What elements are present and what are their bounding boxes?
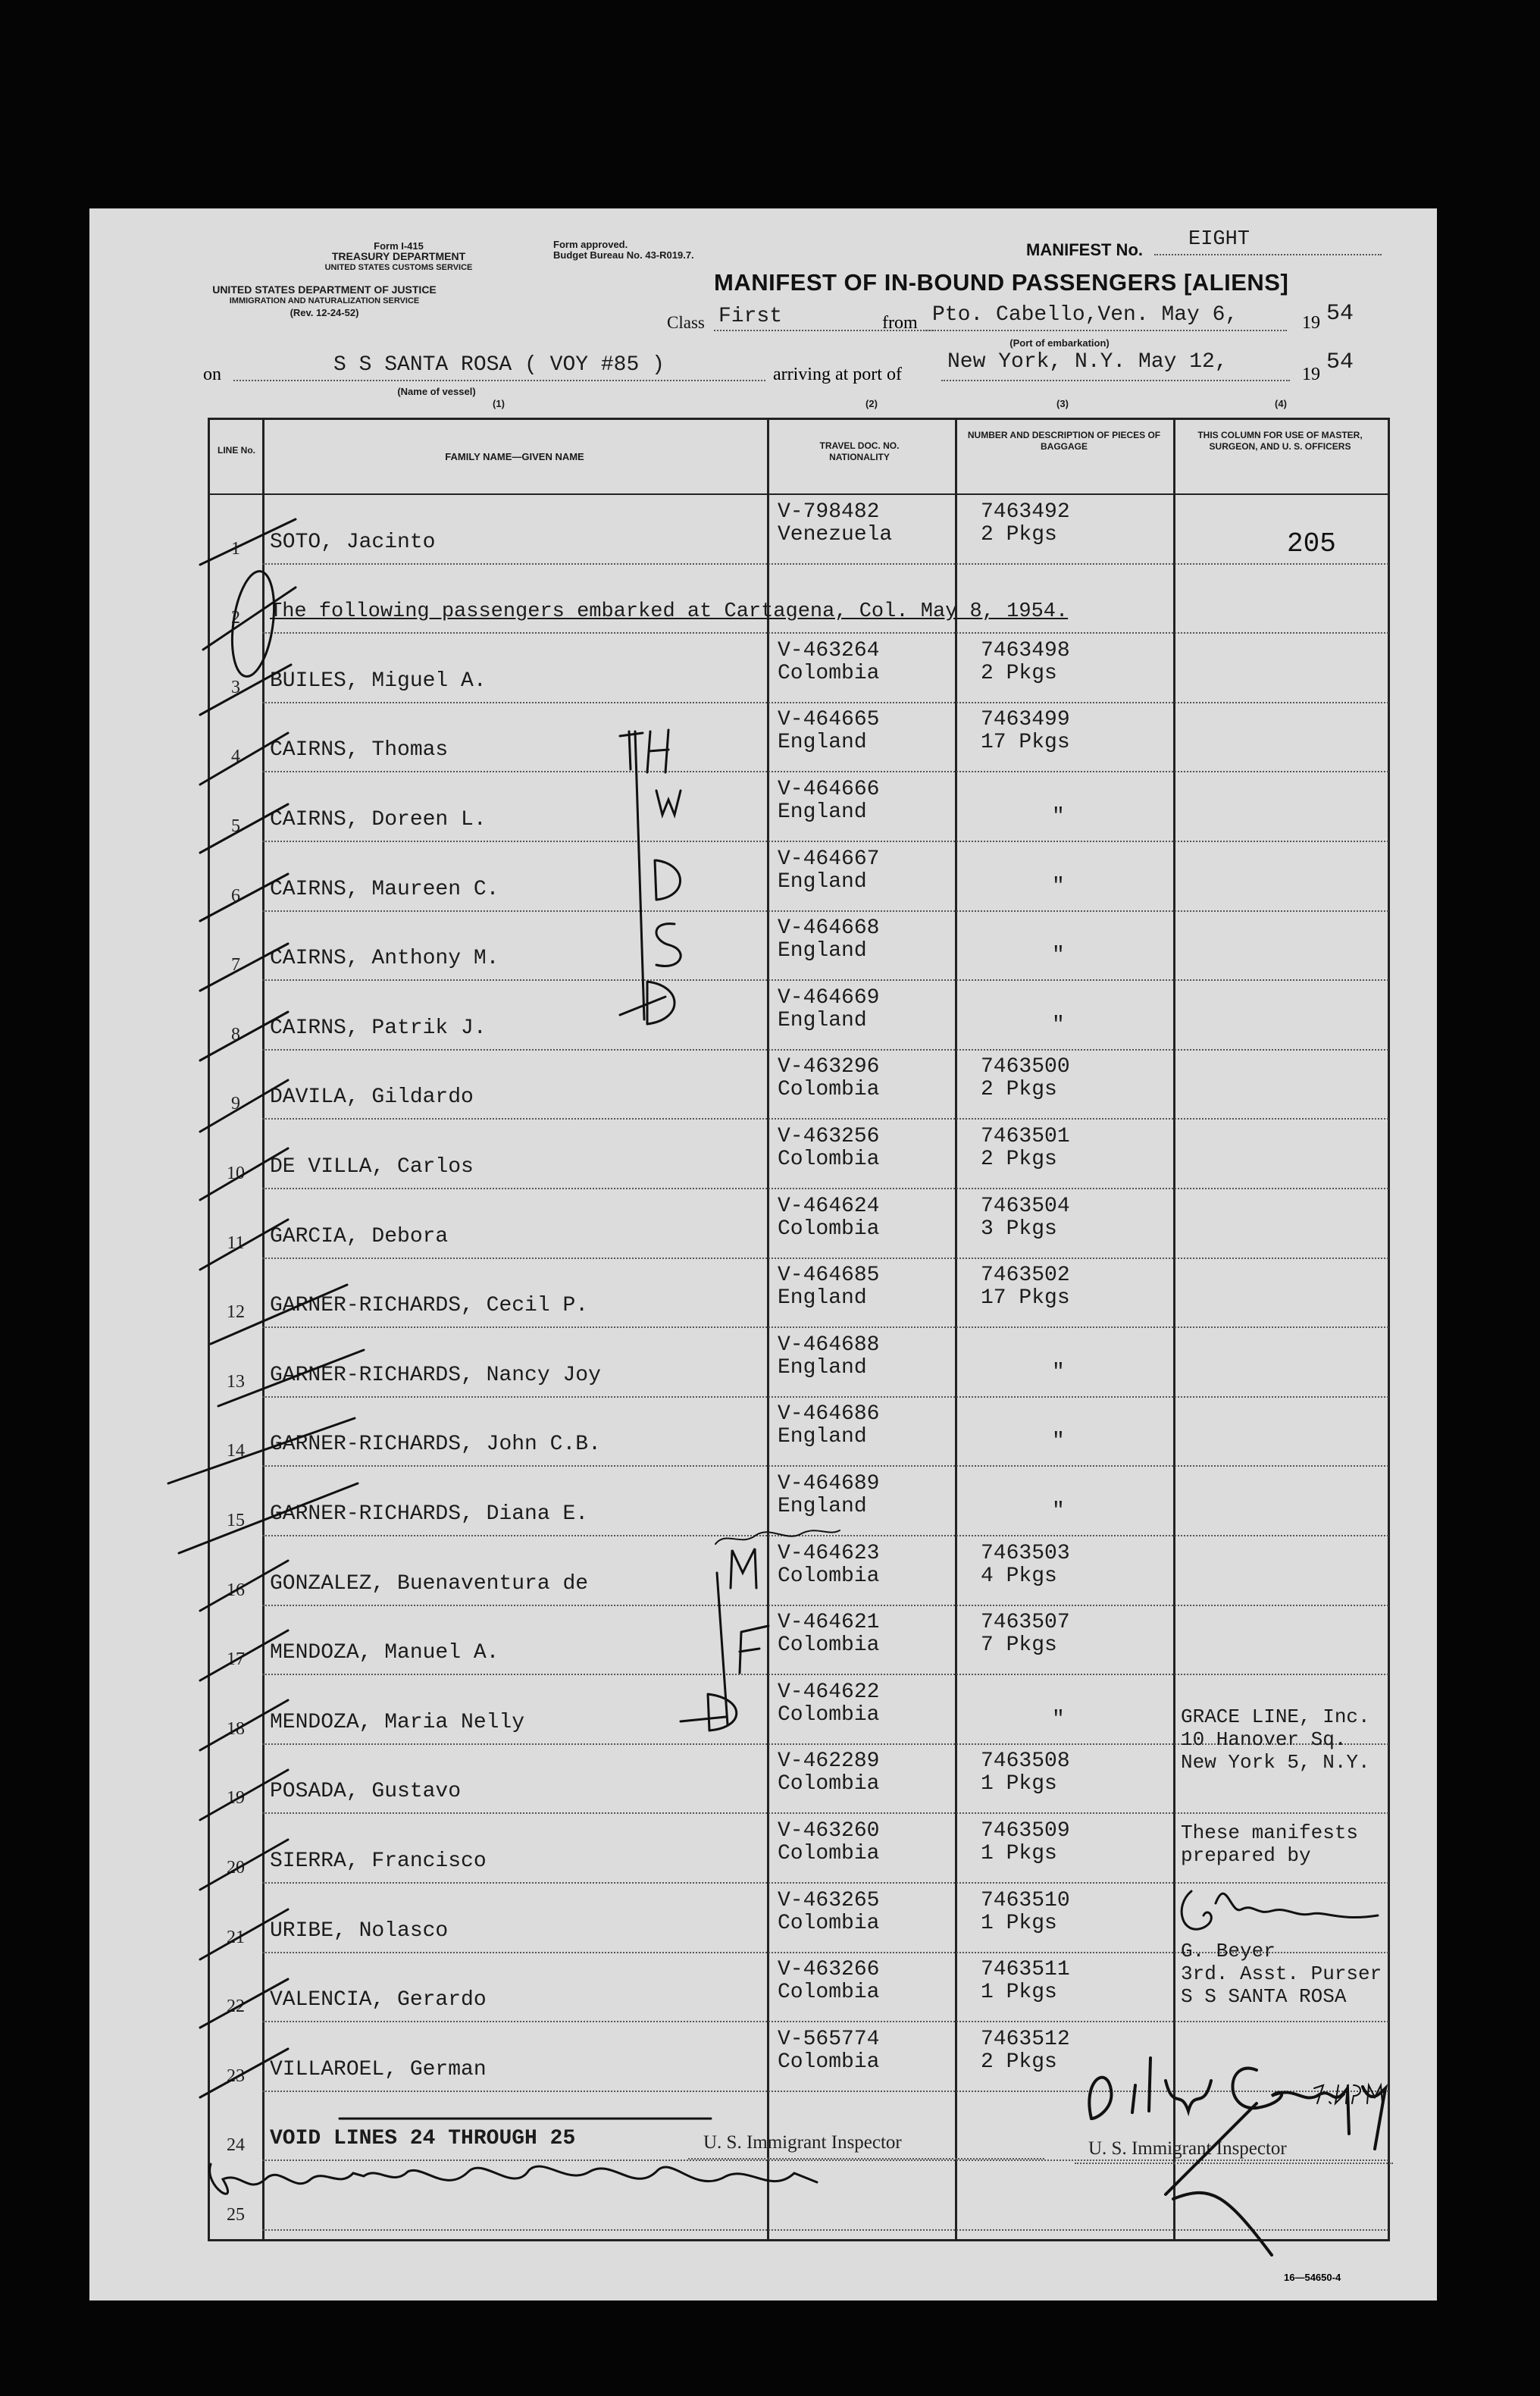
treasury-dept: TREASURY DEPARTMENT (331, 250, 466, 262)
baggage-pieces: 17 Pkgs (981, 1286, 1070, 1311)
officer-count: 205 (1287, 528, 1336, 559)
travel-doc-no: V-463296 (778, 1055, 880, 1079)
line-number: 21 (227, 1927, 245, 1947)
passenger-name: GONZALEZ, Buenaventura de (270, 1571, 589, 1596)
line-number: 18 (227, 1718, 245, 1739)
manifest-sheet (89, 208, 1437, 2300)
travel-doc-no: V-464624 (778, 1194, 880, 1218)
baggage-number: " (1052, 804, 1065, 828)
class-label: Class (667, 313, 705, 332)
travel-doc-no: V-464623 (778, 1541, 880, 1565)
nationality: Colombia (778, 2050, 880, 2074)
passenger-name: GARNER-RICHARDS, John C.B. (270, 1433, 601, 1457)
line-number: 20 (227, 1857, 245, 1878)
line-number: 15 (227, 1510, 245, 1530)
nationality: Colombia (778, 1772, 880, 1796)
arriving-label: arriving at port of (773, 365, 902, 384)
manifest-title: MANIFEST OF IN-BOUND PASSENGERS [ALIENS] (714, 269, 1289, 296)
baggage-pieces: 2 Pkgs (981, 522, 1057, 547)
baggage-pieces: 2 Pkgs (981, 1147, 1057, 1171)
travel-doc-no: V-464666 (778, 777, 880, 801)
passenger-name: CAIRNS, Thomas (270, 738, 449, 763)
nationality: England (778, 939, 867, 963)
travel-doc-no: V-798482 (778, 500, 880, 524)
baggage-pieces: 17 Pkgs (981, 731, 1070, 755)
tick-mark (200, 1770, 288, 1820)
nationality: Colombia (778, 1564, 880, 1588)
line-number: 11 (227, 1232, 245, 1253)
line-number: 9 (231, 1094, 240, 1114)
line-number: 8 (231, 1024, 240, 1045)
tick-mark (203, 587, 296, 650)
col-number-4: (4) (1275, 398, 1287, 409)
cairns-initial-w (656, 791, 681, 815)
tick-mark (200, 1012, 288, 1060)
baggage-number: " (1052, 874, 1065, 898)
baggage-number: 7463499 (981, 708, 1070, 732)
nationality: England (778, 869, 867, 894)
cairns-initial-d2 (620, 982, 675, 1024)
nationality: Colombia (778, 661, 880, 685)
tick-mark (200, 519, 296, 565)
passenger-name: The following passengers embarked at Cartagena, Col. May 8, 1954. (270, 600, 1069, 624)
mendoza-initial-f (740, 1626, 768, 1673)
ins-service: IMMIGRATION AND NATURALIZATION SERVICE (229, 296, 420, 305)
on-label: on (203, 365, 221, 384)
passenger-name: VILLAROEL, German (270, 2057, 487, 2081)
from-value: Pto. Cabello,Ven. May 6, (932, 303, 1238, 327)
baggage-number: " (1052, 944, 1065, 968)
header-baggage: NUMBER AND DESCRIPTION OF PIECES OF BAGGAGE (967, 430, 1161, 452)
arrival-value: New York, N.Y. May 12, (947, 350, 1228, 374)
travel-doc-no: V-464668 (778, 916, 880, 941)
mendoza-initial-m (731, 1549, 756, 1588)
travel-doc-no: V-463256 (778, 1124, 880, 1148)
passenger-name: MENDOZA, Maria Nelly (270, 1710, 525, 1734)
baggage-number: " (1052, 1499, 1065, 1523)
nationality: Colombia (778, 1981, 880, 2005)
tick-mark (200, 733, 288, 785)
baggage-number: 7463510 (981, 1888, 1070, 1912)
tick-mark (200, 1220, 288, 1270)
baggage-number: 7463509 (981, 1818, 1070, 1843)
nationality: England (778, 1425, 867, 1449)
baggage-pieces: 4 Pkgs (981, 1564, 1057, 1588)
class-value: First (718, 305, 783, 328)
baggage-number: " (1052, 1707, 1065, 1731)
travel-doc-no: V-462289 (778, 1749, 880, 1774)
tick-mark (200, 1979, 288, 2028)
cairns-initial-s (656, 924, 681, 966)
from-label: from (882, 313, 918, 333)
baggage-number: 7463504 (981, 1194, 1070, 1218)
tick-mark (200, 2049, 288, 2097)
tick-mark (200, 1840, 288, 1890)
col-number-1: (1) (493, 398, 505, 409)
passenger-name: CAIRNS, Anthony M. (270, 947, 499, 971)
cairns-initial-d1 (655, 860, 681, 900)
vessel-name-label: (Name of vessel) (397, 386, 476, 397)
nationality: Colombia (778, 1217, 880, 1241)
inspector-signature (1089, 2058, 1385, 2149)
baggage-pieces: 1 Pkgs (981, 1911, 1057, 1935)
line-number: 13 (227, 1371, 245, 1392)
baggage-number: 7463500 (981, 1055, 1070, 1079)
year-prefix-1: 19 (1302, 313, 1320, 333)
tick-mark (200, 1700, 288, 1750)
nationality: England (778, 731, 867, 755)
nationality: Colombia (778, 1147, 880, 1171)
tick-mark (200, 1909, 288, 1959)
beyer-signature (1182, 1891, 1378, 1929)
passenger-name: VOID LINES 24 THROUGH 25 (270, 2127, 576, 2151)
passenger-name: CAIRNS, Maureen C. (270, 877, 499, 901)
travel-doc-no: V-463264 (778, 638, 880, 662)
tick-mark (200, 1148, 288, 1200)
baggage-pieces: 2 Pkgs (981, 661, 1057, 685)
header-travel-doc: TRAVEL DOC. NO. NATIONALITY (819, 440, 900, 462)
passenger-name: BUILES, Miguel A. (270, 669, 487, 693)
line-number: 22 (227, 1997, 245, 2017)
travel-doc-no: V-464669 (778, 985, 880, 1010)
travel-doc-no: V-464689 (778, 1471, 880, 1496)
line-number: 23 (227, 2066, 245, 2086)
travel-doc-no: V-463265 (778, 1888, 880, 1912)
tick-mark (200, 804, 288, 853)
inspector-label-2: U. S. Immigrant Inspector (1088, 2138, 1287, 2159)
baggage-number: 7463498 (981, 638, 1070, 662)
header-officers: THIS COLUMN FOR USE OF MASTER, SURGEON, AND U. S. OFFICERS (1197, 430, 1363, 452)
travel-doc-no: V-464685 (778, 1264, 880, 1288)
form-approved: Form approved. (553, 239, 628, 250)
nationality: Colombia (778, 1702, 880, 1727)
nationality: England (778, 1286, 867, 1311)
line-2-circle (227, 568, 280, 679)
travel-doc-no: V-464688 (778, 1333, 880, 1357)
tick-mark (211, 1285, 347, 1344)
travel-doc-no: V-464621 (778, 1611, 880, 1635)
passenger-name: GARCIA, Debora (270, 1224, 449, 1248)
tick-mark (168, 1418, 355, 1483)
budget-bureau: Budget Bureau No. 43-R019.7. (553, 249, 694, 261)
nationality: England (778, 1008, 867, 1032)
inspector-label-1: U. S. Immigrant Inspector (703, 2132, 902, 2153)
line-number: 2 (231, 608, 240, 628)
nationality: England (778, 1494, 867, 1518)
passenger-name: CAIRNS, Patrik J. (270, 1016, 487, 1040)
nationality: Colombia (778, 1633, 880, 1658)
baggage-pieces: 1 Pkgs (981, 1981, 1057, 2005)
travel-doc-no: V-464622 (778, 1680, 880, 1704)
line-number: 5 (231, 816, 240, 836)
baggage-pieces: 3 Pkgs (981, 1217, 1057, 1241)
baggage-number: " (1052, 1430, 1065, 1454)
line-number: 16 (227, 1580, 245, 1600)
signer-title-1: 3rd. Asst. Purser (1181, 1962, 1382, 1985)
passenger-name: GARNER-RICHARDS, Nancy Joy (270, 1363, 601, 1387)
passenger-name: VALENCIA, Gerardo (270, 1988, 487, 2012)
tick-mark (200, 1080, 288, 1132)
col-number-2: (2) (865, 398, 878, 409)
year-prefix-2: 19 (1302, 365, 1320, 384)
baggage-pieces: 2 Pkgs (981, 1078, 1057, 1102)
baggage-number: " (1052, 1360, 1065, 1384)
line-number: 24 (227, 2135, 245, 2156)
baggage-pieces: 1 Pkgs (981, 1772, 1057, 1796)
line-number: 14 (227, 1441, 245, 1461)
line-number: 17 (227, 1649, 245, 1670)
line-number: 19 (227, 1788, 245, 1809)
tick-mark (218, 1350, 364, 1406)
nationality: Colombia (778, 1841, 880, 1865)
year-2: 54 (1326, 349, 1354, 375)
line-number: 25 (227, 2204, 245, 2225)
baggage-number: 7463512 (981, 2027, 1070, 2051)
tick-mark (200, 874, 288, 921)
baggage-number: 7463502 (981, 1264, 1070, 1288)
form-revision: (Rev. 12-24-52) (290, 307, 359, 318)
line-number: 6 (231, 885, 240, 906)
cairns-bracket (635, 731, 644, 1019)
baggage-number: 7463507 (981, 1611, 1070, 1635)
signer-title-2: S S SANTA ROSA (1181, 1985, 1347, 2008)
travel-doc-no: V-463260 (778, 1818, 880, 1843)
mendoza-bracket (717, 1573, 728, 1724)
nationality: Venezuela (778, 522, 893, 547)
baggage-number: 7463503 (981, 1541, 1070, 1565)
baggage-pieces: 7 Pkgs (981, 1633, 1057, 1658)
vessel-name: S S SANTA ROSA ( VOY #85 ) (333, 353, 665, 377)
passenger-name: DE VILLA, Carlos (270, 1154, 474, 1179)
mendoza-initial-d (681, 1694, 737, 1730)
prepared-line-1: These manifests (1181, 1821, 1359, 1844)
travel-doc-no: V-565774 (778, 2027, 880, 2051)
signer-name: G. Beyer (1181, 1940, 1276, 1962)
passenger-name: SIERRA, Francisco (270, 1849, 487, 1873)
baggage-pieces: 2 Pkgs (981, 2050, 1057, 2074)
cairns-initial-th (620, 730, 668, 772)
manifest-no-label: MANIFEST No. (1026, 240, 1143, 259)
passenger-name: SOTO, Jacinto (270, 530, 436, 554)
col-number-3: (3) (1056, 398, 1069, 409)
nationality: England (778, 800, 867, 824)
passenger-name: CAIRNS, Doreen L. (270, 807, 487, 832)
manifest-no-value: EIGHT (1188, 228, 1250, 251)
passenger-name: GARNER-RICHARDS, Cecil P. (270, 1294, 589, 1318)
customs-service: UNITED STATES CUSTOMS SERVICE (324, 263, 473, 272)
passenger-name: GARNER-RICHARDS, Diana E. (270, 1502, 589, 1526)
tick-mark (200, 1561, 288, 1611)
tick-mark (200, 1630, 288, 1680)
form-number: Form I-415 (374, 240, 424, 252)
bottom-lines-note (210, 2164, 817, 2194)
line-number: 10 (227, 1163, 245, 1183)
inspector-flourish (1166, 2103, 1272, 2255)
baggage-number: 7463492 (981, 500, 1070, 524)
passenger-name: MENDOZA, Manuel A. (270, 1641, 499, 1665)
line-number: 1 (231, 538, 240, 559)
prepared-line-2: prepared by (1181, 1844, 1311, 1867)
passenger-name: POSADA, Gustavo (270, 1780, 462, 1804)
nationality: England (778, 1355, 867, 1380)
footer-code: 16—54650-4 (1284, 2272, 1341, 2283)
grace-line-3: New York 5, N.Y. (1181, 1751, 1370, 1774)
line-number: 3 (231, 677, 240, 697)
port-embark-label: (Port of embarkation) (1009, 337, 1110, 349)
travel-doc-no: V-464686 (778, 1402, 880, 1427)
baggage-number: " (1052, 1013, 1065, 1037)
grace-line-2: 10 Hanover Sq. (1181, 1728, 1347, 1751)
margin-scribble (715, 1530, 840, 1544)
year-1: 54 (1326, 301, 1354, 327)
baggage-pieces: 1 Pkgs (981, 1841, 1057, 1865)
handwritten-marks (89, 208, 1437, 2300)
line-number: 12 (227, 1302, 245, 1323)
nationality: Colombia (778, 1078, 880, 1102)
header-line-no: LINE No. (218, 445, 255, 456)
header-family-name: FAMILY NAME—GIVEN NAME (445, 451, 584, 462)
tick-mark (179, 1483, 358, 1553)
tick-mark (200, 944, 288, 991)
baggage-number: 7463501 (981, 1124, 1070, 1148)
travel-doc-no: V-464667 (778, 847, 880, 871)
passenger-name: DAVILA, Gildardo (270, 1085, 474, 1110)
baggage-number: 7463511 (981, 1958, 1070, 1982)
grace-line-1: GRACE LINE, Inc. (1181, 1705, 1370, 1728)
line-number: 4 (231, 747, 240, 767)
travel-doc-no: V-463266 (778, 1958, 880, 1982)
travel-doc-no: V-464665 (778, 708, 880, 732)
line-number: 7 (231, 955, 240, 976)
baggage-number: 7463508 (981, 1749, 1070, 1774)
passenger-name: URIBE, Nolasco (270, 1918, 449, 1943)
tick-mark (200, 665, 291, 715)
nationality: Colombia (778, 1911, 880, 1935)
justice-dept: UNITED STATES DEPARTMENT OF JUSTICE (212, 283, 437, 296)
